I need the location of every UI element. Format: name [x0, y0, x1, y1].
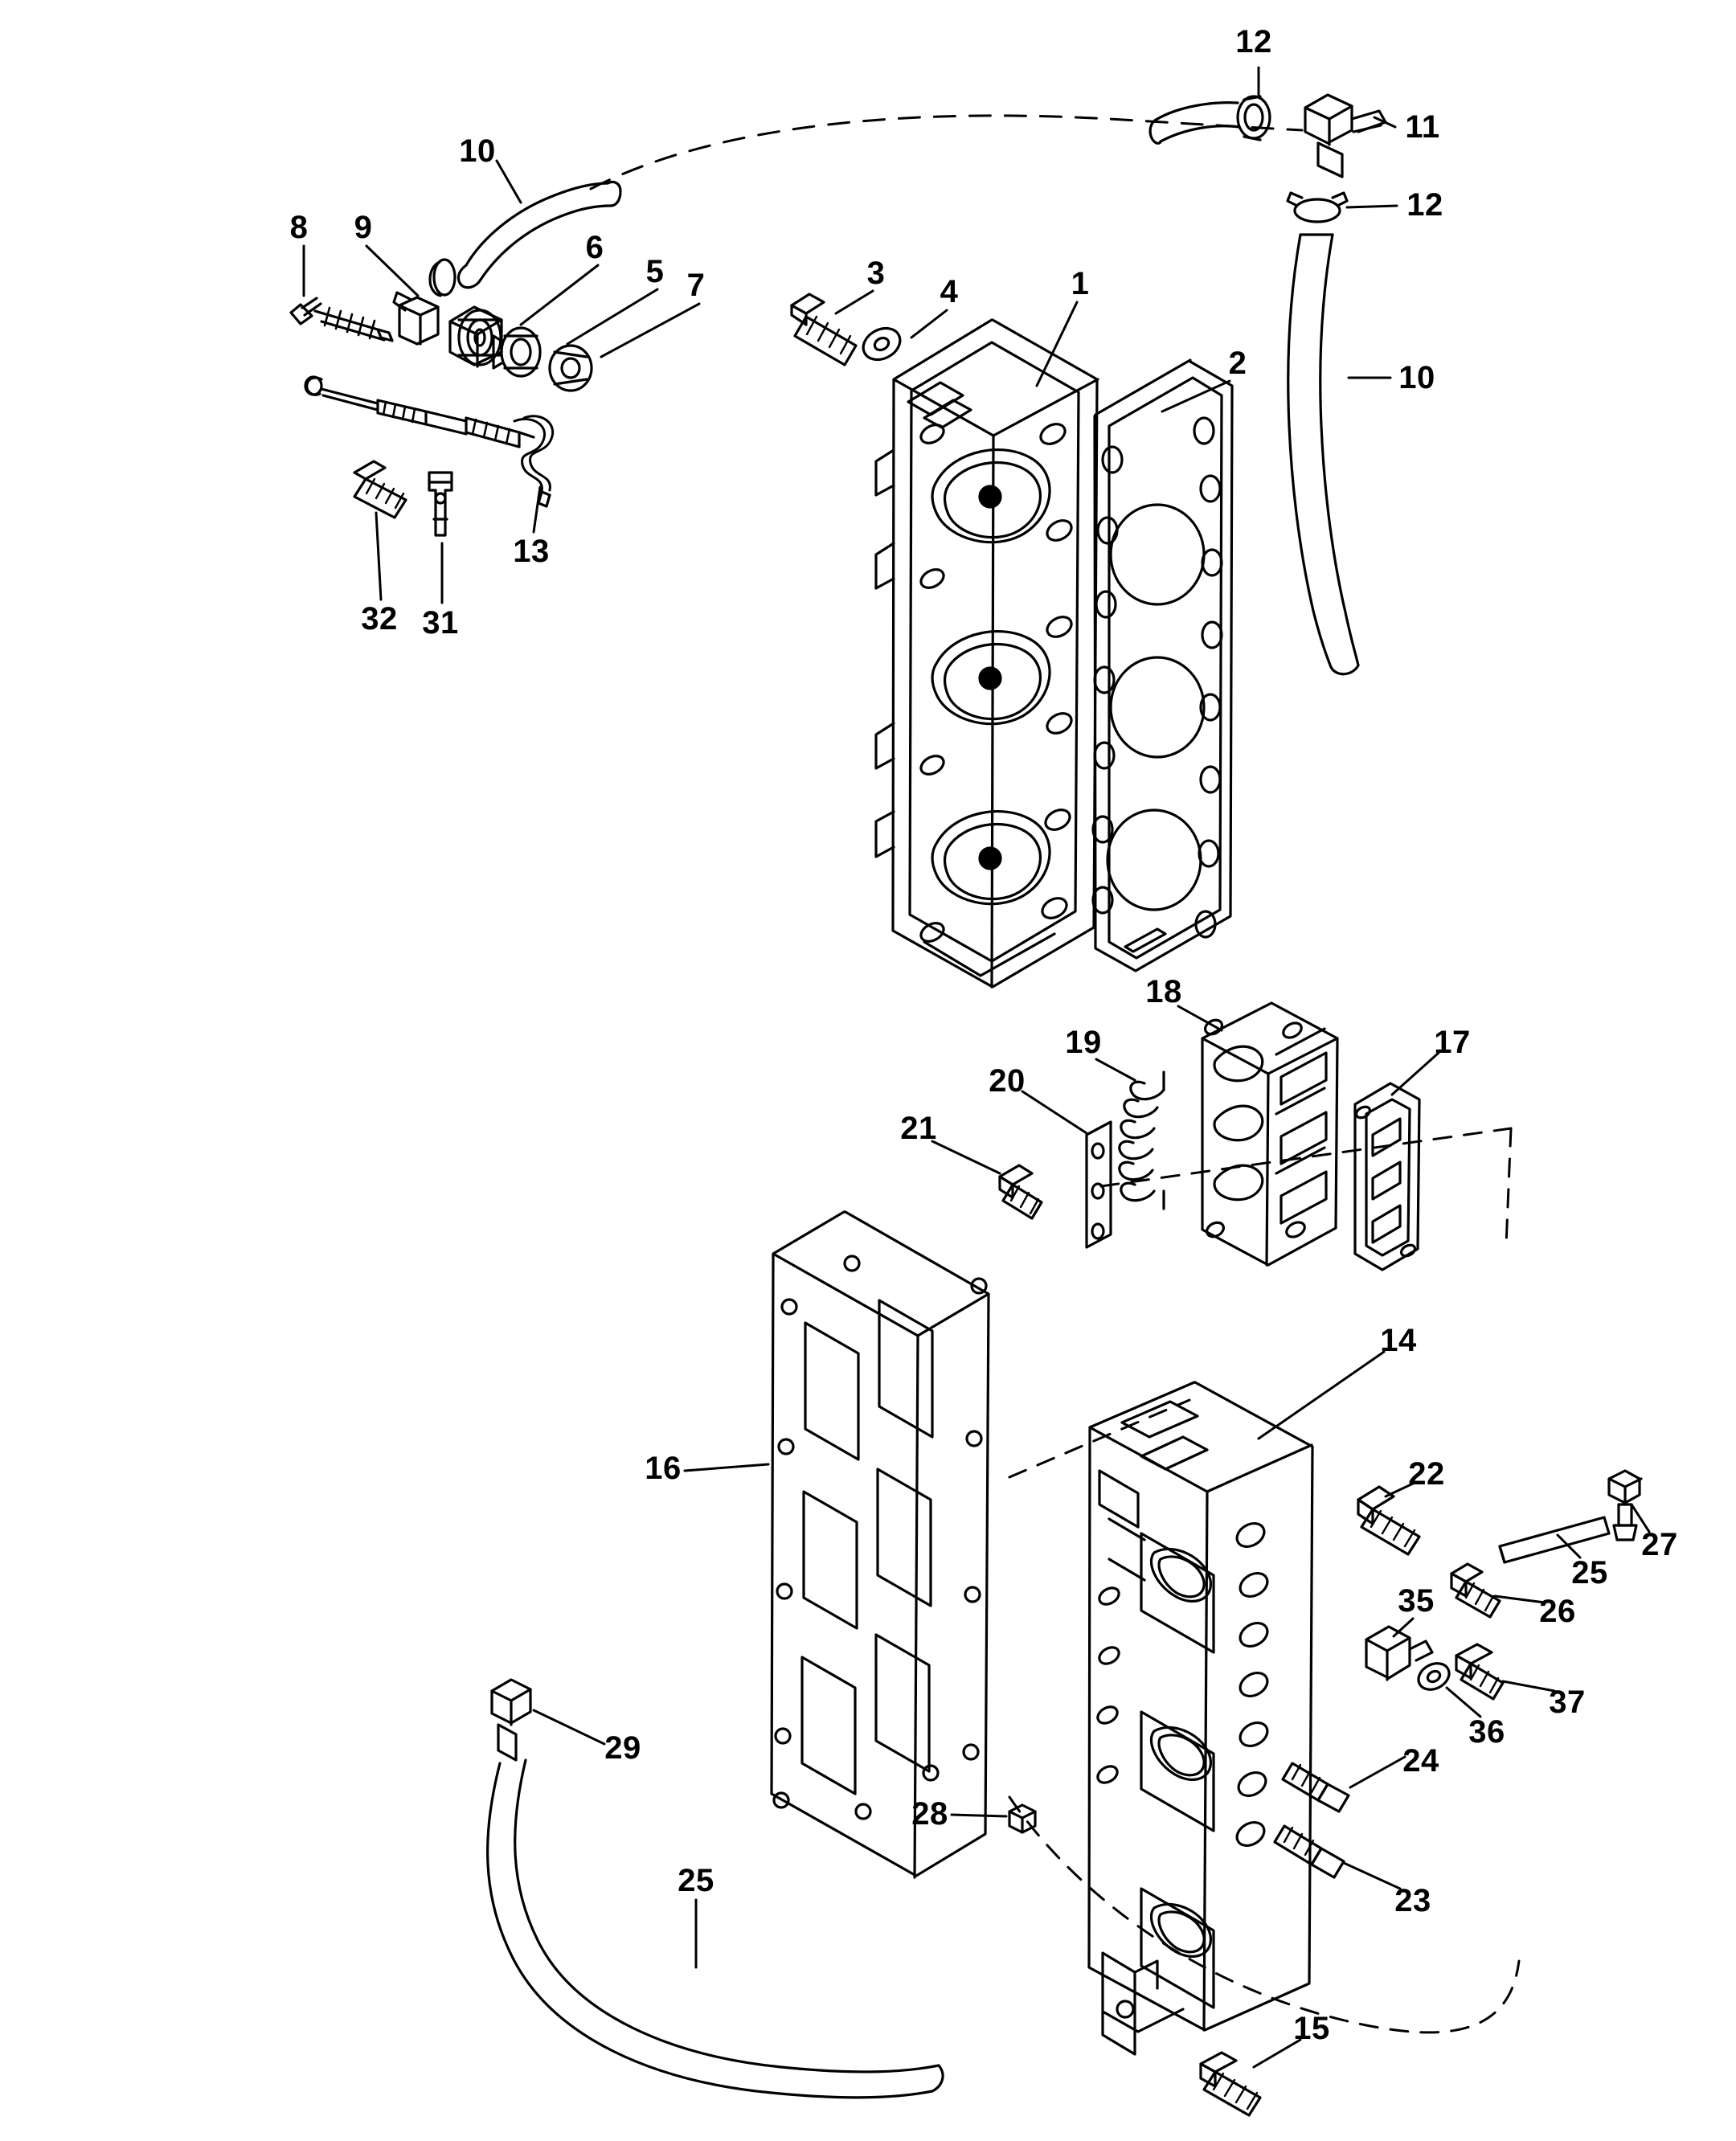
callout-27: 27 [1641, 1527, 1678, 1562]
callout-31: 31 [422, 605, 459, 641]
callout-36: 36 [1468, 1714, 1505, 1750]
callout-7: 7 [686, 268, 706, 303]
callout-10-right: 10 [1398, 360, 1435, 395]
callout-10-upper-left: 10 [459, 133, 496, 169]
callout-5: 5 [645, 254, 665, 289]
callout-13: 13 [513, 534, 550, 569]
callout-3: 3 [866, 256, 886, 291]
callout-9: 9 [354, 210, 373, 245]
callout-28: 28 [911, 1796, 948, 1832]
callout-25-upper: 25 [1571, 1555, 1608, 1590]
callout-12-top: 12 [1235, 24, 1272, 59]
callout-12-lower: 12 [1406, 187, 1443, 223]
callout-21: 21 [900, 1111, 937, 1146]
callout-17: 17 [1434, 1025, 1471, 1060]
callout-29: 29 [604, 1730, 641, 1766]
callout-20: 20 [989, 1063, 1026, 1099]
callout-8: 8 [289, 210, 309, 245]
callout-37: 37 [1549, 1685, 1586, 1720]
callout-22: 22 [1408, 1456, 1445, 1492]
callout-25-lower: 25 [678, 1863, 714, 1898]
callout-18: 18 [1145, 974, 1182, 1009]
callout-14: 14 [1380, 1323, 1417, 1358]
callout-1: 1 [1071, 266, 1090, 301]
callout-15: 15 [1293, 2011, 1330, 2046]
callout-23: 23 [1394, 1883, 1431, 1918]
callout-2: 2 [1228, 346, 1247, 381]
callout-32: 32 [361, 601, 398, 637]
callout-26: 26 [1539, 1594, 1576, 1629]
callout-4: 4 [940, 274, 959, 309]
callout-24: 24 [1402, 1743, 1439, 1779]
callout-11: 11 [1405, 109, 1440, 145]
callout-19: 19 [1065, 1025, 1102, 1060]
callout-6: 6 [585, 230, 604, 265]
callout-35: 35 [1398, 1583, 1435, 1619]
callout-16: 16 [645, 1451, 682, 1486]
